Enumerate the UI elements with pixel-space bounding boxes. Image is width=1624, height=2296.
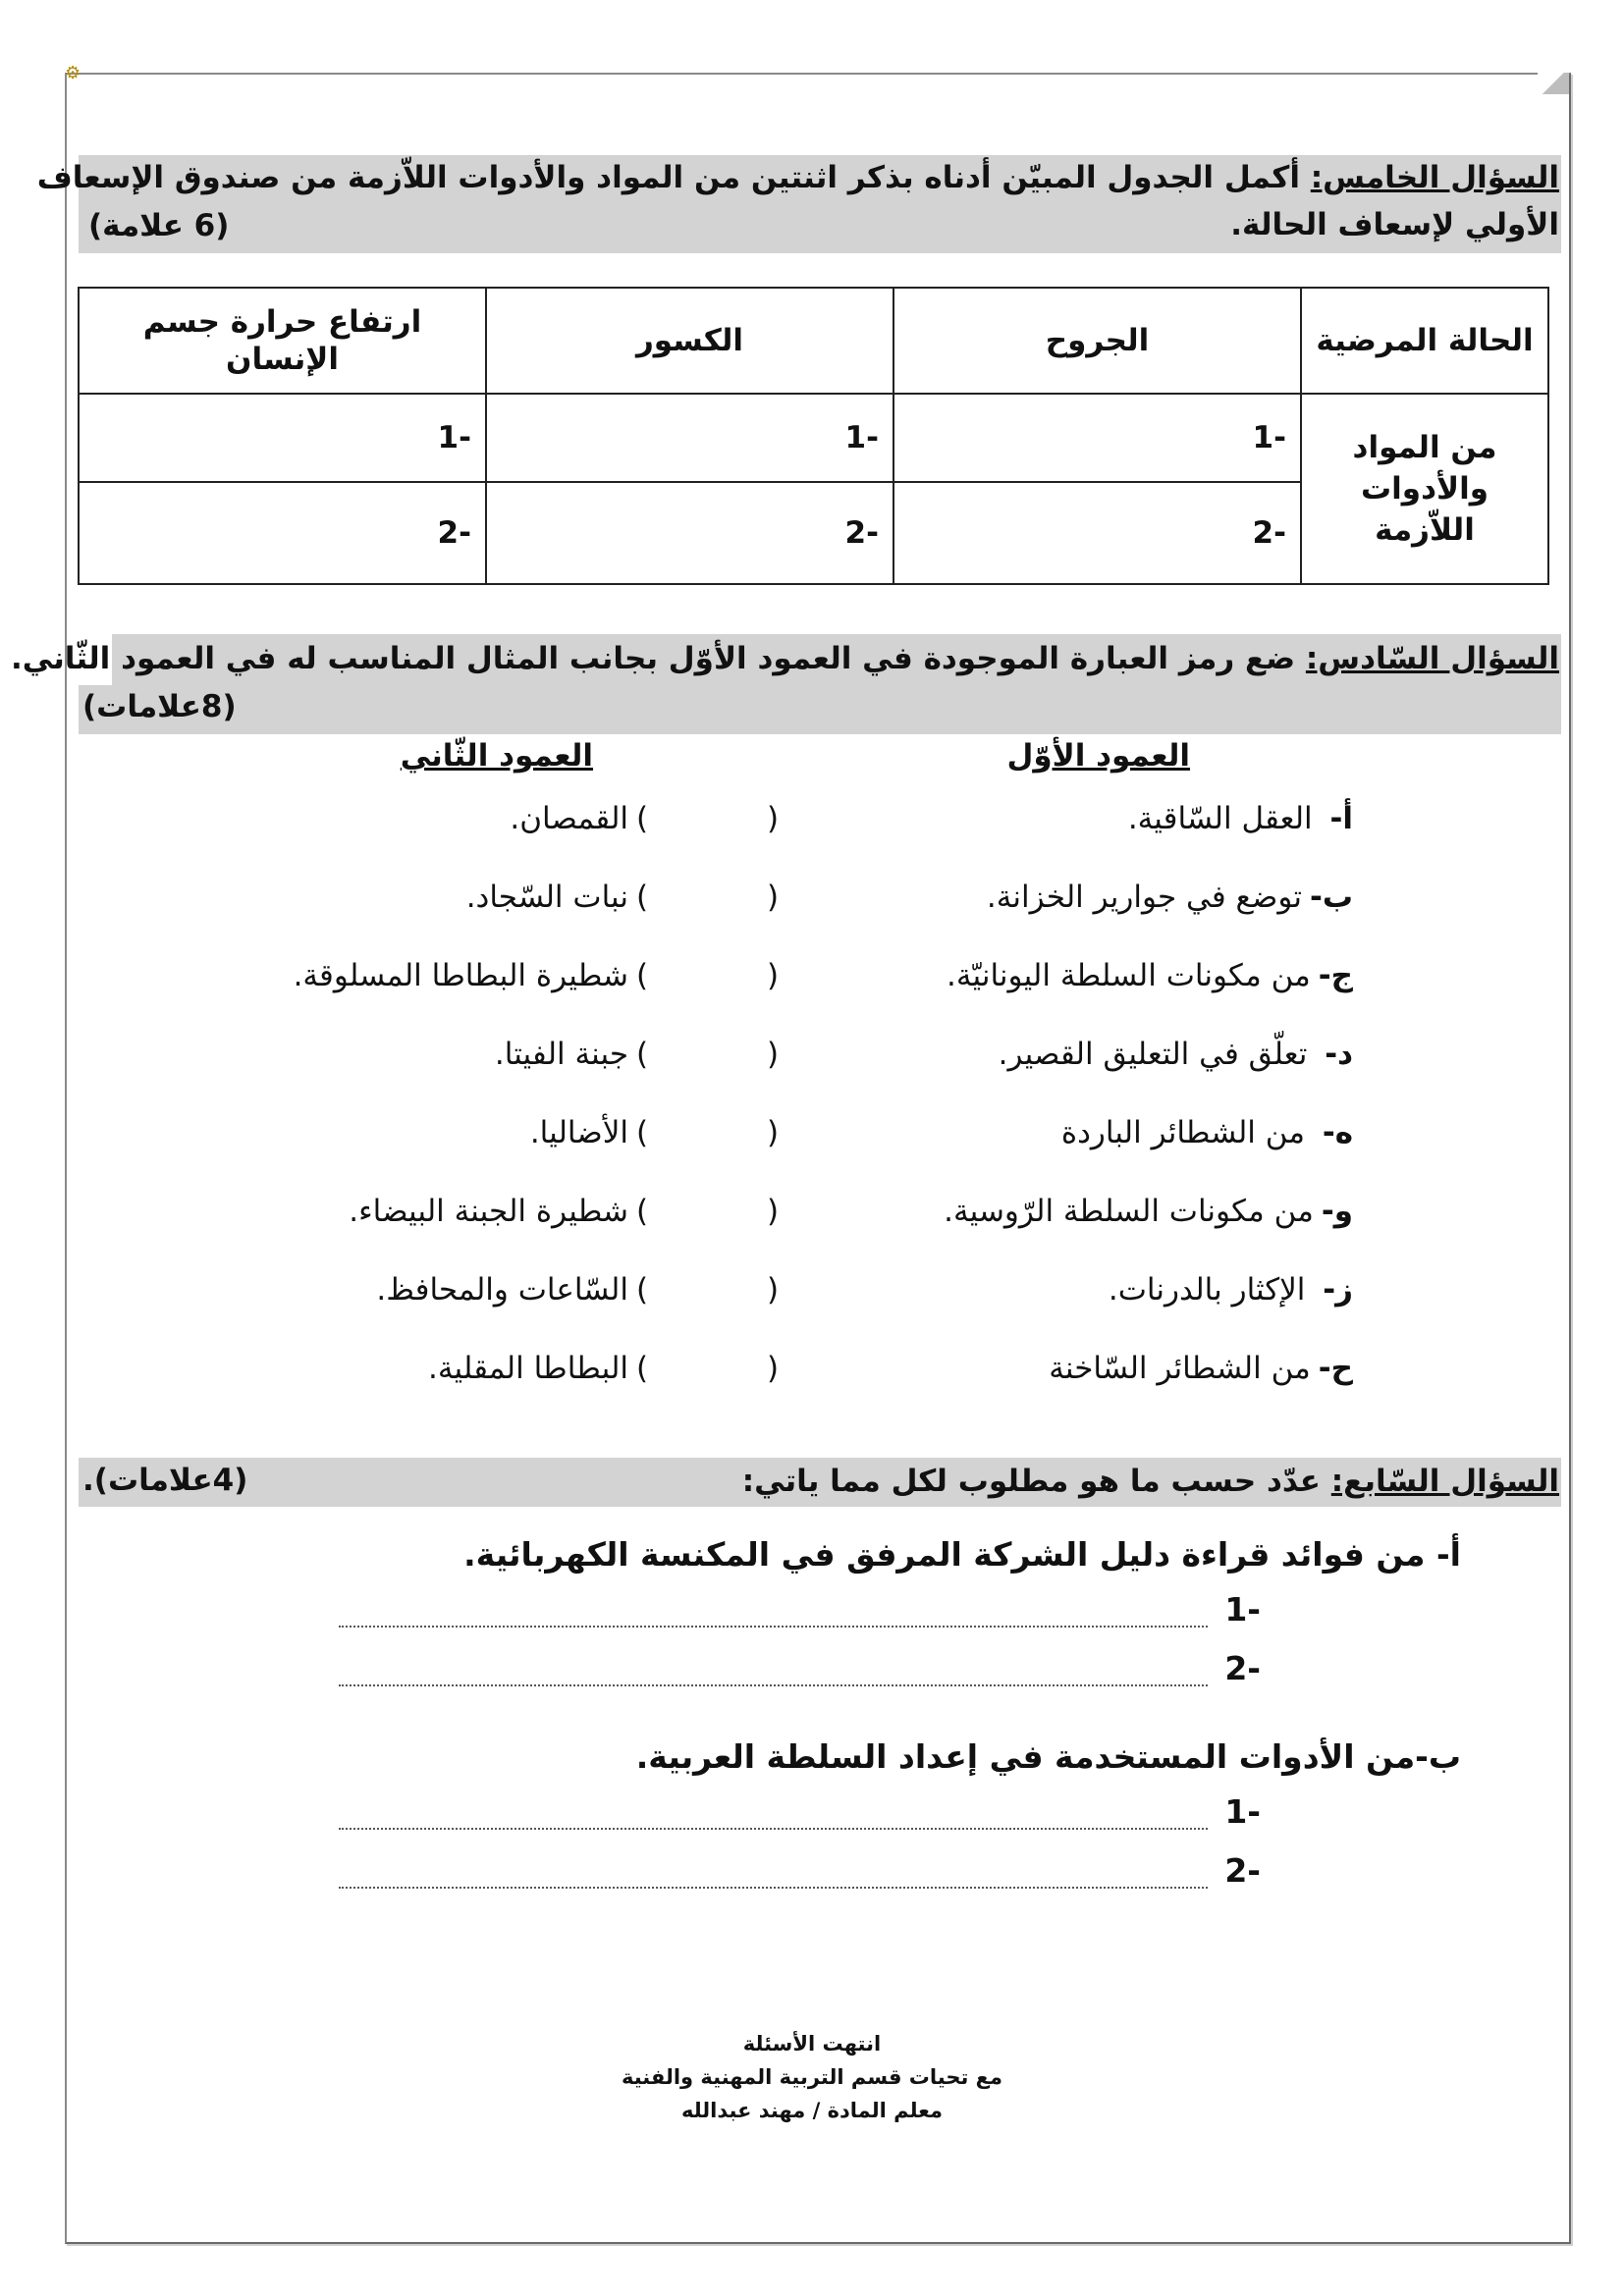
q6-text: ضع رمز العبارة الموجودة في العمود الأوّل بجانب المثال المناسب له في العمود الثّاني. bbox=[10, 641, 1306, 676]
item-letter: و- bbox=[1321, 1194, 1353, 1229]
list-item bbox=[0, 1351, 1624, 1400]
answer-paren-open[interactable]: ( bbox=[767, 958, 780, 993]
item-text: من الشطائر الباردة bbox=[1060, 1115, 1315, 1150]
q6-line1 bbox=[11, 636, 1559, 681]
list-item bbox=[0, 1272, 1624, 1321]
footer-line-3: معلم المادة / مهند عبدالله bbox=[680, 2099, 944, 2122]
list-item bbox=[0, 1194, 1624, 1243]
table-cell-fever-2[interactable]: -2 bbox=[79, 482, 486, 584]
item-letter: د- bbox=[1325, 1037, 1353, 1072]
answer-num: -2 bbox=[1224, 1649, 1261, 1687]
answer-paren-close: ) bbox=[636, 801, 649, 836]
first-aid-table bbox=[78, 287, 1549, 585]
answer-paren-open[interactable]: ( bbox=[767, 1351, 780, 1386]
item-letter: ب- bbox=[1309, 880, 1353, 915]
answer-dots bbox=[339, 1684, 1208, 1686]
q5-text1: أكمل الجدول المبيّن أدناه بذكر اثنتين من المواد والأدوات اللاّزمة من صندوق الإسعاف bbox=[36, 160, 1311, 195]
page-corner-fold bbox=[1538, 73, 1569, 94]
answer-line[interactable] bbox=[0, 1792, 1624, 1843]
list-item bbox=[0, 958, 1624, 1007]
table-header-wounds: الجروح bbox=[893, 288, 1301, 394]
col2-item: شطيرة البطاطا المسلوقة. bbox=[293, 958, 628, 993]
table-cell-fractures-2[interactable]: -2 bbox=[486, 482, 893, 584]
answer-paren-close: ) bbox=[636, 1037, 649, 1072]
col2-item: نبات السّجاد. bbox=[465, 880, 628, 915]
q5-title: السؤال الخامس: bbox=[1310, 160, 1559, 195]
col1-item bbox=[1128, 801, 1353, 836]
table-header-fever: ارتفاع حرارة جسم الإنسان bbox=[79, 288, 486, 394]
list-item bbox=[0, 880, 1624, 929]
list-item bbox=[0, 801, 1624, 850]
q5-marks: (6 علامة) bbox=[88, 208, 230, 243]
answer-line[interactable] bbox=[0, 1649, 1624, 1700]
answer-paren-open[interactable]: ( bbox=[767, 1194, 780, 1229]
q6-marks: (8علامات) bbox=[82, 689, 237, 724]
answer-num: -2 bbox=[1224, 1851, 1261, 1890]
item-text: تعلّق في التعليق القصير. bbox=[998, 1037, 1318, 1072]
item-letter: أ- bbox=[1329, 801, 1353, 836]
col1-item bbox=[947, 958, 1353, 993]
answer-paren-open[interactable]: ( bbox=[767, 880, 780, 915]
table-cell-fractures-1[interactable]: -1 bbox=[486, 394, 893, 482]
answer-paren-open[interactable]: ( bbox=[767, 801, 780, 836]
q7-marks: (4علامات). bbox=[82, 1463, 248, 1498]
q7-line1 bbox=[742, 1459, 1559, 1504]
answer-paren-open[interactable]: ( bbox=[767, 1272, 780, 1308]
q6-highlight-2 bbox=[79, 685, 1561, 734]
table-row-label: من المواد والأدوات اللاّزمة bbox=[1301, 394, 1548, 584]
col1-header: العمود الأوّل bbox=[1006, 738, 1190, 774]
item-letter: ح- bbox=[1318, 1351, 1353, 1386]
list-item bbox=[0, 1037, 1624, 1086]
pin-icon: ⚙ bbox=[65, 63, 81, 83]
answer-paren-close: ) bbox=[636, 958, 649, 993]
col2-item: السّاعات والمحافظ. bbox=[376, 1272, 628, 1308]
item-letter: ج- bbox=[1318, 958, 1353, 993]
answer-paren-open[interactable]: ( bbox=[767, 1115, 780, 1150]
answer-num: -1 bbox=[1224, 1792, 1261, 1831]
table-header-row bbox=[79, 288, 1548, 394]
list-item bbox=[0, 1115, 1624, 1164]
table-row bbox=[79, 394, 1548, 482]
col1-item bbox=[944, 1194, 1353, 1229]
q7-text: عدّد حسب ما هو مطلوب لكل مما ياتي: bbox=[741, 1464, 1331, 1499]
answer-line[interactable] bbox=[0, 1590, 1624, 1641]
q7-part-a: أ- من فوائد قراءة دليل الشركة المرفق في المكنسة الكهربائية. bbox=[463, 1535, 1461, 1574]
table-header-condition: الحالة المرضية bbox=[1301, 288, 1548, 394]
q7-part-b: ب-من الأدوات المستخدمة في إعداد السلطة العربية. bbox=[635, 1737, 1461, 1776]
item-text: من مكونات السلطة الرّوسية. bbox=[944, 1194, 1314, 1229]
col2-header: العمود الثّاني bbox=[400, 738, 593, 774]
col2-item: جبنة الفيتا. bbox=[494, 1037, 628, 1072]
item-text: من الشطائر السّاخنة bbox=[1049, 1351, 1311, 1386]
answer-paren-close: ) bbox=[636, 1194, 649, 1229]
item-text: العقل السّاقية. bbox=[1127, 801, 1323, 836]
table-cell-fever-1[interactable]: -1 bbox=[79, 394, 486, 482]
answer-paren-close: ) bbox=[636, 880, 649, 915]
q5-line1 bbox=[37, 155, 1559, 200]
item-letter: ه- bbox=[1322, 1115, 1353, 1150]
table-header-fractures: الكسور bbox=[486, 288, 893, 394]
col2-item: الأضاليا. bbox=[529, 1115, 628, 1150]
answer-paren-close: ) bbox=[636, 1272, 649, 1308]
col1-item bbox=[1061, 1115, 1353, 1150]
item-text: من مكونات السلطة اليونانيّة. bbox=[947, 958, 1311, 993]
footer-line-2: مع تحيات قسم التربية المهنية والفنية bbox=[621, 2065, 1003, 2089]
q5-text2: الأولي لإسعاف الحالة. bbox=[1230, 207, 1559, 242]
col1-item bbox=[1049, 1351, 1353, 1386]
table-cell-wounds-2[interactable]: -2 bbox=[893, 482, 1301, 584]
item-text: توضع في جوارير الخزانة. bbox=[986, 880, 1302, 915]
answer-paren-close: ) bbox=[636, 1351, 649, 1386]
answer-dots bbox=[339, 1626, 1208, 1628]
footer-line-1: انتهت الأسئلة bbox=[742, 2032, 882, 2056]
answer-line[interactable] bbox=[0, 1851, 1624, 1902]
col2-item: البطاطا المقلية. bbox=[427, 1351, 628, 1386]
answer-dots bbox=[339, 1887, 1208, 1889]
q7-title: السؤال السّابع: bbox=[1330, 1464, 1559, 1499]
item-letter: ز- bbox=[1323, 1272, 1353, 1308]
col1-item bbox=[999, 1037, 1353, 1072]
answer-paren-open[interactable]: ( bbox=[767, 1037, 780, 1072]
answer-num: -1 bbox=[1224, 1590, 1261, 1629]
answer-paren-close: ) bbox=[636, 1115, 649, 1150]
col1-item bbox=[1109, 1272, 1353, 1308]
table-cell-wounds-1[interactable]: -1 bbox=[893, 394, 1301, 482]
answer-dots bbox=[339, 1828, 1208, 1830]
item-text: الإكثار بالدرنات. bbox=[1108, 1272, 1316, 1308]
col2-item: شطيرة الجبنة البيضاء. bbox=[349, 1194, 628, 1229]
q6-title: السؤال السّادس: bbox=[1305, 641, 1559, 676]
col1-item bbox=[987, 880, 1353, 915]
col2-item: القمصان. bbox=[510, 801, 628, 836]
